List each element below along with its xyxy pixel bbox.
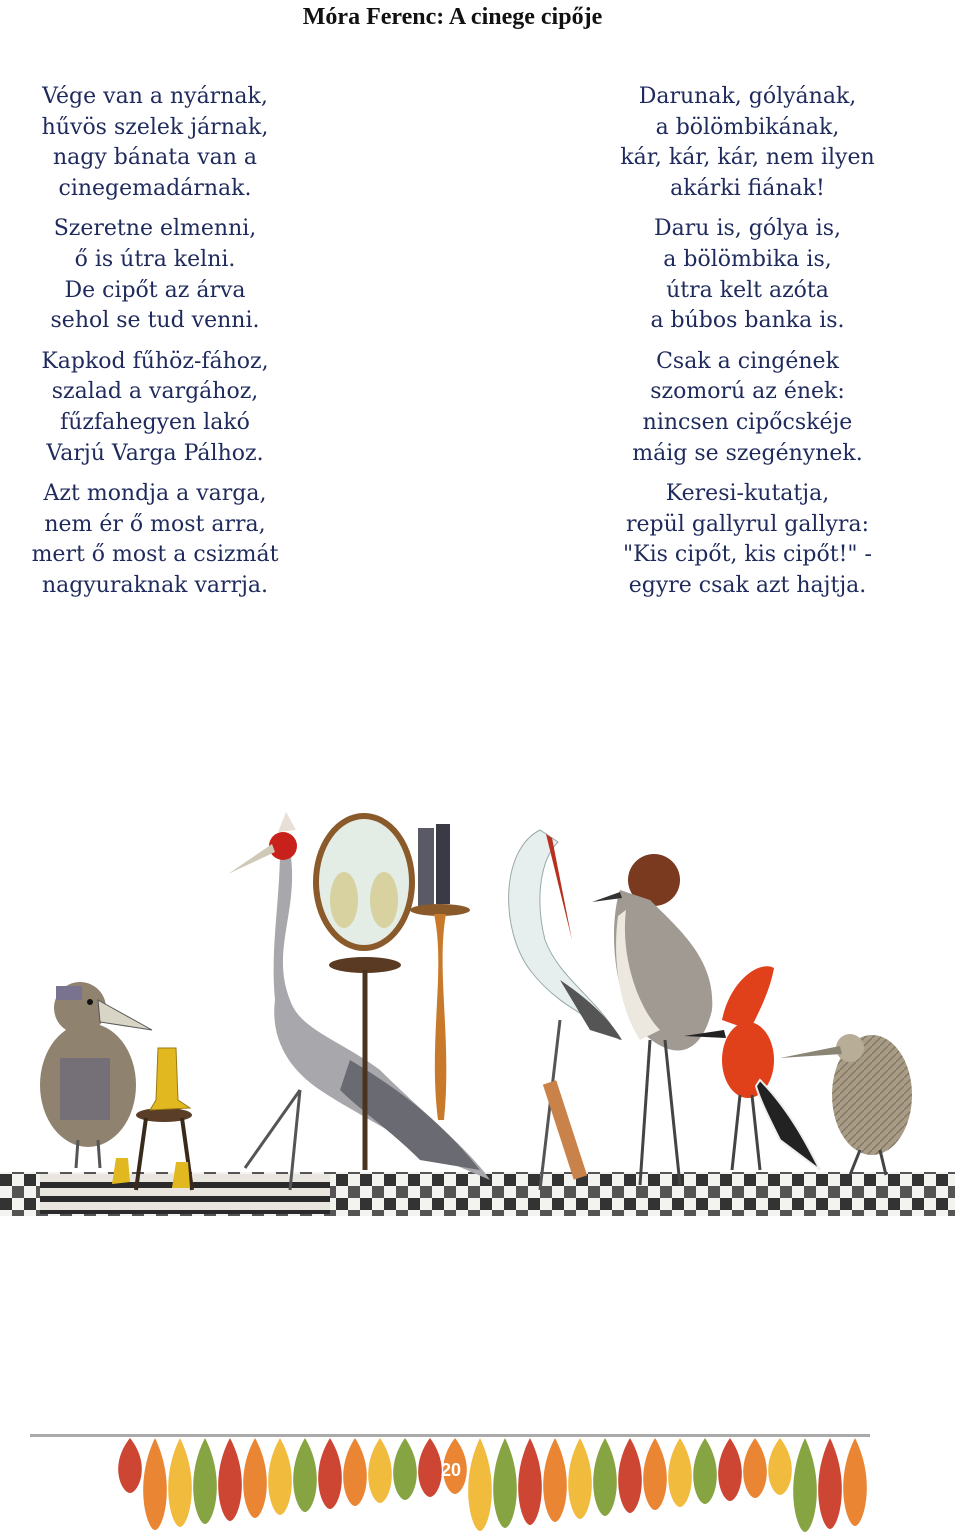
boots-icon	[410, 824, 470, 1120]
leaf-icon	[343, 1438, 367, 1506]
poem-line: Keresi-kutatja,	[665, 481, 830, 507]
poem-line: a búbos banka is.	[650, 308, 845, 334]
leaf-icon	[818, 1438, 842, 1529]
stanza-left-1	[20, 82, 290, 204]
leaf-icon	[843, 1438, 867, 1526]
stanza-right-4	[600, 479, 895, 601]
poem-line: kár, kár, kár, nem ilyen	[620, 145, 875, 171]
poem-line: a bölömbika is,	[663, 246, 832, 272]
leaf-icon	[643, 1438, 667, 1510]
poem-line: cinegemadárnak.	[58, 175, 252, 201]
poem-line: nagyuraknak varrja.	[41, 572, 269, 598]
stanza-left-4	[20, 479, 290, 601]
poem-line: sehol se tud venni.	[50, 308, 260, 334]
leaf-icon	[693, 1438, 717, 1504]
page-number: 20	[440, 1460, 462, 1480]
poem-line: Varjú Varga Pálhoz.	[46, 440, 264, 466]
poem-line: útra kelt azóta	[666, 277, 829, 303]
leaf-icon	[518, 1438, 542, 1525]
poem-line: a bölömbikának,	[655, 114, 840, 140]
leaf-icon	[568, 1438, 592, 1519]
poem-line: akárki fiának!	[670, 175, 825, 201]
leaf-icon	[168, 1438, 192, 1527]
leaf-icon	[493, 1438, 517, 1528]
poem-column-left	[20, 82, 290, 612]
bird-parade-illustration	[0, 790, 960, 1220]
poem-line: Daru is, gólya is,	[654, 216, 841, 242]
leaf-icon	[543, 1438, 567, 1522]
leaf-icon	[618, 1438, 642, 1513]
poem-line: hűvös szelek járnak,	[41, 114, 269, 140]
stork-icon	[509, 830, 622, 1190]
leaf-icon	[468, 1438, 492, 1531]
leaf-icon	[593, 1438, 617, 1516]
poem-line: egyre csak azt hajtja.	[628, 572, 867, 598]
poem-line: mert ő most a csizmát	[31, 542, 279, 568]
leaf-icon	[793, 1438, 817, 1532]
leaf-icon	[218, 1438, 242, 1521]
leaf-icon	[393, 1438, 417, 1500]
poem-line: Darunak, gólyának,	[638, 84, 857, 109]
poem-line: nem ér ő most arra,	[44, 511, 266, 537]
leaf-icon	[718, 1438, 742, 1501]
poem-line: szalad a vargához,	[51, 379, 259, 405]
crow-shoemaker-icon	[40, 982, 152, 1168]
poem-line: szomorú az ének:	[650, 379, 845, 405]
poem-line: nagy bánata van a	[52, 145, 258, 171]
poem-line: Csak a cingének	[656, 348, 839, 374]
stanza-right-2	[600, 214, 895, 336]
poem-line: De cipőt az árva	[64, 277, 246, 303]
poem-line: Azt mondja a varga,	[43, 481, 267, 507]
poem-line: máig se szegénynek.	[632, 440, 863, 466]
stanza-left-3	[20, 347, 290, 469]
poem-line: ő is útra kelni.	[74, 246, 236, 272]
stanza-right-3	[600, 347, 895, 469]
poem-line: "Kis cipőt, kis cipőt!" -	[623, 542, 872, 568]
stanza-right-1	[600, 82, 895, 204]
poem-line: repül gallyrul gallyra:	[626, 511, 869, 537]
leaf-icon	[768, 1438, 792, 1495]
poem-line: Vége van a nyárnak,	[42, 84, 268, 109]
leaf-icon	[668, 1438, 692, 1507]
poem-line: nincsen cipőcskéje	[642, 409, 853, 435]
poem-line: Szeretne elmenni,	[53, 216, 257, 242]
leaf-icon	[268, 1438, 292, 1515]
page-title: Móra Ferenc: A cinege cipője	[302, 4, 603, 30]
autumn-leaves-footer	[0, 1420, 960, 1537]
leaf-icon	[193, 1438, 217, 1524]
leaf-icon	[368, 1438, 392, 1503]
poem-line: fűzfahegyen lakó	[60, 409, 250, 435]
leaf-icon	[143, 1438, 167, 1530]
leaf-icon	[118, 1438, 142, 1493]
leaf-icon	[743, 1438, 767, 1498]
stanza-left-2	[20, 214, 290, 336]
poem-line: Kapkod fűhöz-fához,	[41, 348, 269, 374]
leaf-icon	[293, 1438, 317, 1512]
heron-icon	[592, 854, 712, 1185]
leaf-icon	[243, 1438, 267, 1518]
poem-column-right	[600, 82, 895, 612]
leaf-icon	[318, 1438, 342, 1509]
